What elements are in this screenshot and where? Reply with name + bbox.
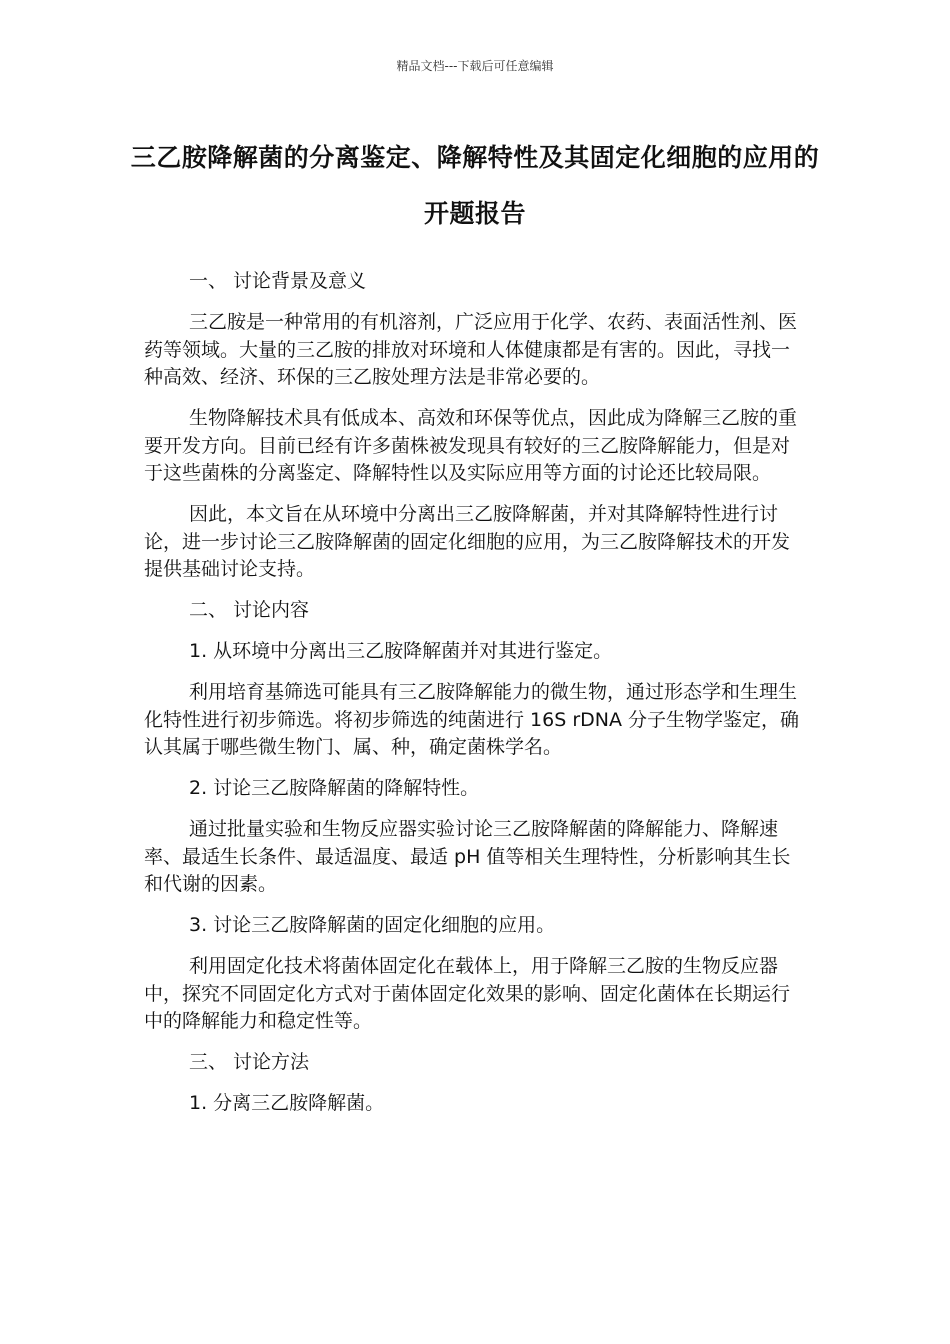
subheading-content-1: 1. 从环境中分离出三乙胺降解菌并对其进行鉴定。: [189, 640, 613, 662]
subheading-methods-1: 1. 分离三乙胺降解菌。: [189, 1092, 385, 1114]
section-heading-methods: 三、 讨论方法: [189, 1051, 310, 1073]
subheading-content-3: 3. 讨论三乙胺降解菌的固定化细胞的应用。: [189, 914, 556, 936]
section-heading-content: 二、 讨论内容: [189, 599, 310, 621]
paragraph-background-2: 生物降解技术具有低成本、高效和环保等优点，因此成为降解三乙胺的重要开发方向。目前已经有许多菌株被发现具有较好的三乙胺降解能力，但是对于这些菌株的分离鉴定、降解特性以及实际应用等方面的讨论还比较局限。: [144, 407, 798, 484]
document-body: [144, 268, 806, 1131]
subheading-content-2: 2. 讨论三乙胺降解菌的降解特性。: [189, 777, 480, 799]
paragraph-content-3: 利用固定化技术将菌体固定化在载体上，用于降解三乙胺的生物反应器中，探究不同固定化方式对于菌体固定化效果的影响、固定化菌体在长期运行中的降解能力和稳定性等。: [144, 955, 791, 1032]
document-title: 三乙胺降解菌的分离鉴定、降解特性及其固定化细胞的应用的开题报告: [130, 143, 820, 228]
paragraph-content-2: 通过批量实验和生物反应器实验讨论三乙胺降解菌的降解能力、降解速率、最适生长条件、最适温度、最适 pH 值等相关生理特性，分析影响其生长和代谢的因素。: [144, 818, 791, 895]
paragraph-content-1: 利用培育基筛选可能具有三乙胺降解能力的微生物，通过形态学和生理生化特性进行初步筛选。将初步筛选的纯菌进行 16S rDNA 分子生物学鉴定，确认其属于哪些微生物门、属、种，确定菌株学名。: [144, 681, 800, 758]
section-heading-background: 一、 讨论背景及意义: [189, 270, 367, 292]
paragraph-background-3: 因此，本文旨在从环境中分离出三乙胺降解菌，并对其降解特性进行讨论，进一步讨论三乙胺降解菌的固定化细胞的应用，为三乙胺降解技术的开发提供基础讨论支持。: [144, 503, 791, 580]
paragraph-background-1: 三乙胺是一种常用的有机溶剂，广泛应用于化学、农药、表面活性剂、医药等领域。大量的三乙胺的排放对环境和人体健康都是有害的。因此，寻找一种高效、经济、环保的三乙胺处理方法是非常必要的。: [144, 311, 798, 388]
header-note: 精品文档---下载后可任意编辑: [396, 59, 554, 73]
